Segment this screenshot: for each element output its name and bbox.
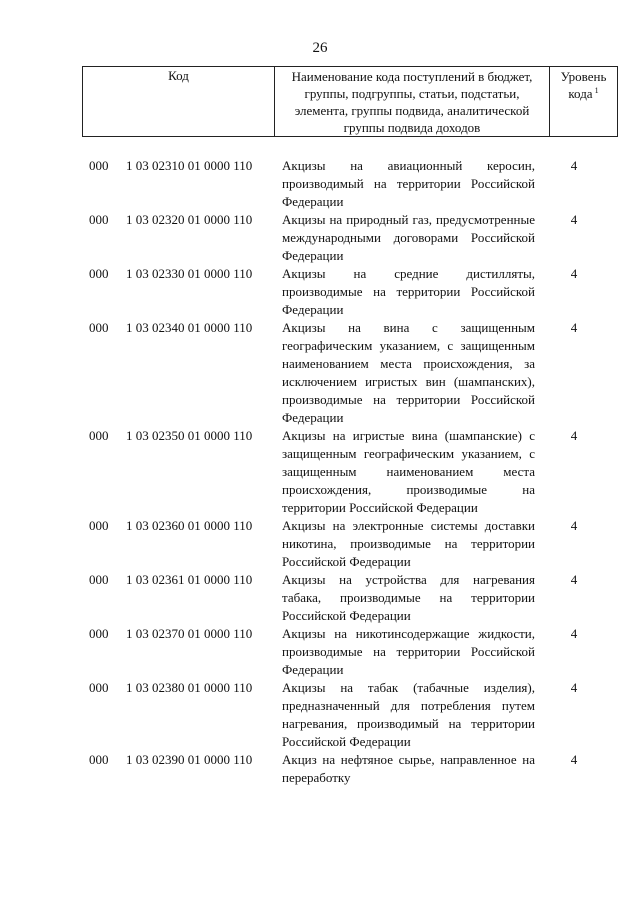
table-row [0, 679, 640, 751]
row-level: 4 [570, 212, 578, 227]
header-code [83, 67, 275, 137]
row-level: 4 [570, 752, 578, 767]
row-admin-code: 000 [89, 752, 109, 767]
row-admin-code: 000 [89, 680, 109, 695]
table-row [0, 751, 640, 787]
row-income-code: 1 03 02330 01 0000 110 [126, 266, 253, 281]
table-header [82, 66, 618, 137]
header-level-label: Уровень кода [560, 69, 607, 101]
row-name: Акцизы на авиационный керосин, производимый на территории Российской Федерации [282, 158, 535, 209]
row-name: Акцизы на средние дистилляты, производимые на территории Российской Федерации [282, 266, 535, 317]
row-income-code: 1 03 02310 01 0000 110 [126, 158, 253, 173]
row-income-code: 1 03 02340 01 0000 110 [126, 320, 253, 335]
row-admin-code: 000 [89, 428, 109, 443]
row-level: 4 [570, 518, 578, 533]
table-row [0, 517, 640, 571]
row-income-code: 1 03 02320 01 0000 110 [126, 212, 253, 227]
row-income-code: 1 03 02380 01 0000 110 [126, 680, 253, 695]
row-name: Акцизы на табак (табачные изделия), предназначенный для потребления путем нагревания, производимый на территории Российской Федерации [282, 680, 535, 749]
header-code-label: Код [168, 68, 189, 83]
row-level: 4 [570, 320, 578, 335]
table-row [0, 571, 640, 625]
table-row [0, 211, 640, 265]
table-body [0, 157, 640, 787]
header-level [550, 67, 618, 137]
table-row [0, 265, 640, 319]
row-name: Акцизы на устройства для нагревания табака, производимые на территории Российской Федерации [282, 572, 535, 623]
row-name: Акциз на нефтяное сырье, направленное на переработку [282, 752, 535, 785]
row-level: 4 [570, 266, 578, 281]
row-level: 4 [570, 626, 578, 641]
row-level: 4 [570, 572, 578, 587]
page-number: 26 [312, 40, 328, 56]
row-income-code: 1 03 02370 01 0000 110 [126, 626, 253, 641]
row-name: Акцизы на электронные системы доставки никотина, производимые на территории Российской Федерации [282, 518, 535, 569]
row-income-code: 1 03 02360 01 0000 110 [126, 518, 253, 533]
header-level-footnote: 1 [594, 85, 599, 95]
header-name [275, 67, 550, 137]
row-income-code: 1 03 02361 01 0000 110 [126, 572, 253, 587]
row-income-code: 1 03 02350 01 0000 110 [126, 428, 253, 443]
row-admin-code: 000 [89, 518, 109, 533]
table-row [0, 625, 640, 679]
table-row [0, 427, 640, 517]
row-admin-code: 000 [89, 626, 109, 641]
row-name: Акцизы на игристые вина (шампанские) с защищенным географическим указанием, с защищенным наименованием места происхождения, производимые на территории Российской Федерации [282, 428, 535, 515]
row-admin-code: 000 [89, 212, 109, 227]
row-name: Акцизы на вина с защищенным географическим указанием, с защищенным наименованием места происхождения, за исключением игристых вин (шампанских), производимые на территории Российской Федерации [282, 320, 535, 425]
header-name-label: Наименование кода поступлений в бюджет, группы, подгруппы, статьи, подстатьи, элемента, группы подвида, аналитической группы подвида доходов [291, 69, 533, 135]
table-row [0, 157, 640, 211]
row-admin-code: 000 [89, 158, 109, 173]
row-admin-code: 000 [89, 266, 109, 281]
row-level: 4 [570, 428, 578, 443]
row-name: Акцизы на никотинсодержащие жидкости, производимые на территории Российской Федерации [282, 626, 535, 677]
row-level: 4 [570, 158, 578, 173]
row-admin-code: 000 [89, 572, 109, 587]
row-income-code: 1 03 02390 01 0000 110 [126, 752, 253, 767]
row-admin-code: 000 [89, 320, 109, 335]
row-name: Акцизы на природный газ, предусмотренные международными договорами Российской Федерации [282, 212, 535, 263]
table-row [0, 319, 640, 427]
row-level: 4 [570, 680, 578, 695]
